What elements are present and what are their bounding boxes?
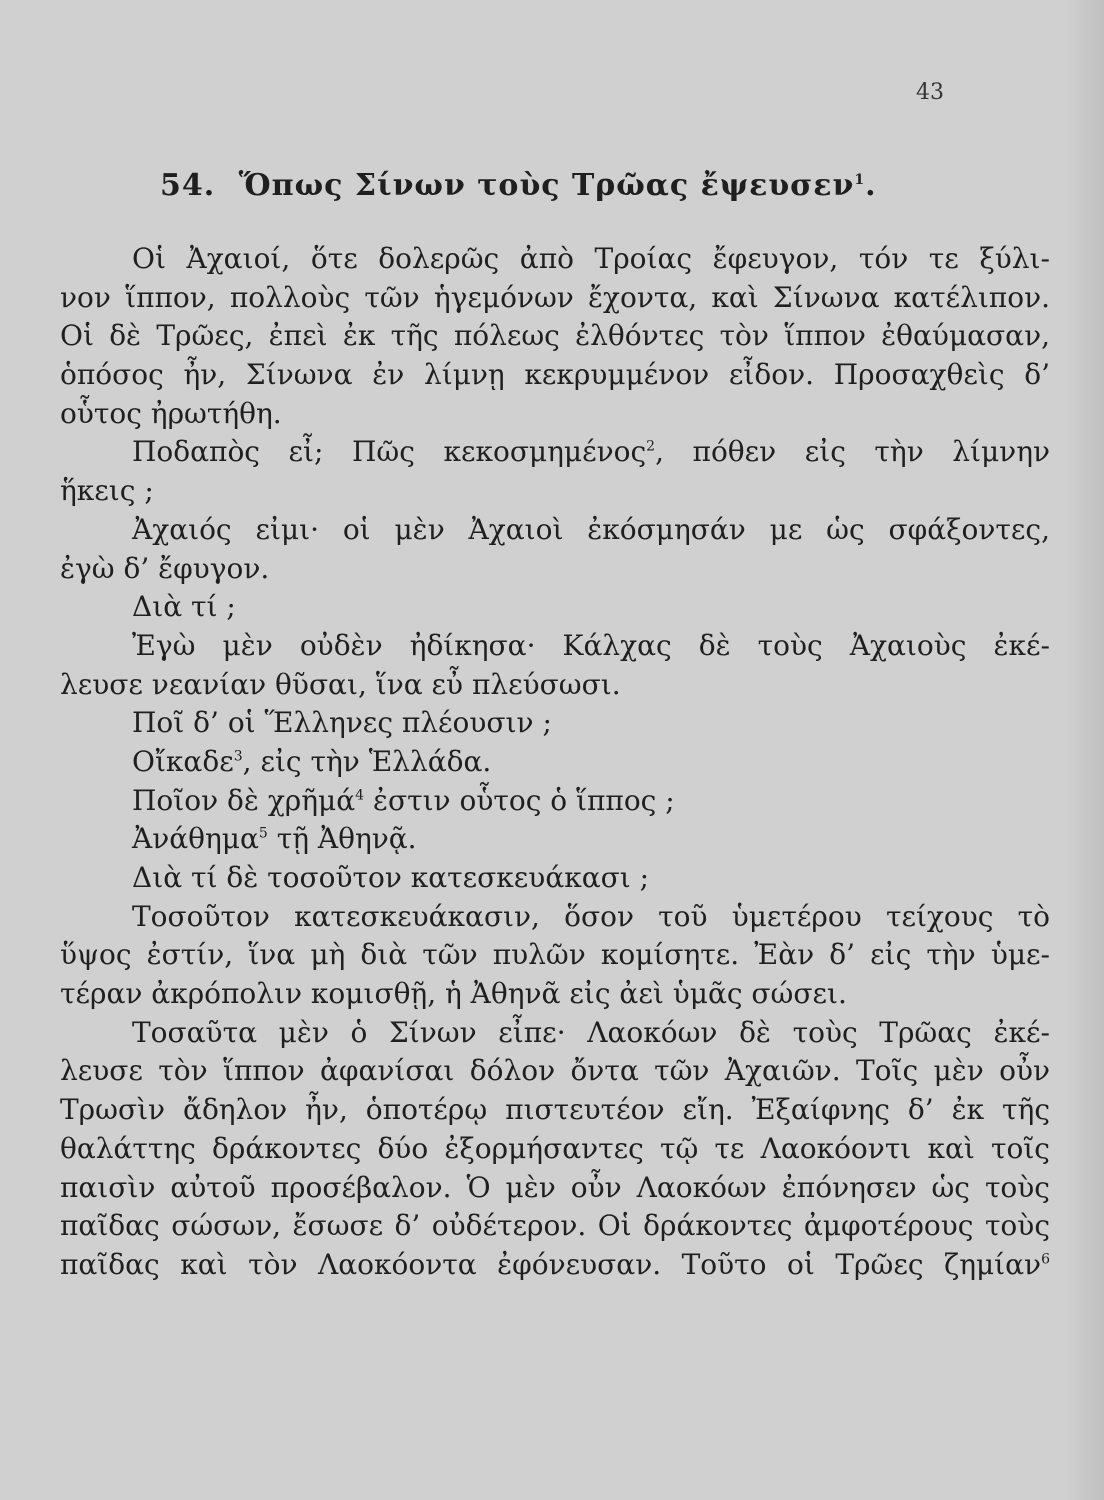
line-text: ὕψος ἐστίν, ἵνα μὴ διὰ τῶν πυλῶν κομίσητε. Ἐὰν δ’ εἰς τὴν ὑμε- bbox=[60, 938, 1050, 972]
line-text: Ποῖον δὲ χρῆμά bbox=[132, 783, 356, 817]
text-line bbox=[60, 433, 1050, 472]
text-line bbox=[60, 511, 1050, 550]
line-text: Τρωσὶν ἄδηλον ἦν, ὁποτέρῳ πιστευτέον εἴη. Ἐξαίφνης δ’ ἐκ τῆς bbox=[60, 1093, 1050, 1127]
line-text: ἐγὼ δ’ ἔφυγον. bbox=[60, 551, 270, 585]
line-text: λευσε τὸν ἵππον ἀφανίσαι δόλον ὄντα τῶν Ἀχαιῶν. Τοῖς μὲν οὖν bbox=[60, 1054, 1050, 1088]
line-text: Οἱ δὲ Τρῶες, ἐπεὶ ἐκ τῆς πόλεως ἐλθόντες τὸν ἵππον ἐθαύμασαν, bbox=[60, 319, 1050, 353]
section-number: 54. bbox=[160, 168, 216, 203]
line-text-continued: , πόθεν εἰς τὴν λίμνην bbox=[655, 435, 1050, 469]
text-line bbox=[60, 666, 1050, 705]
text-line bbox=[60, 627, 1050, 666]
line-text: Οἴκαδε bbox=[132, 744, 234, 778]
text-line bbox=[60, 936, 1050, 975]
text-line bbox=[60, 588, 1050, 627]
line-text: Ἀχαιός εἰμι· οἱ μὲν Ἀχαιοὶ ἐκόσμησάν με ὡς σφάξοντες, bbox=[132, 512, 1050, 546]
line-text: Διὰ τί ; bbox=[132, 590, 236, 624]
section-title: Ὅπως Σίνων τοὺς Τρῶας ἔψευσεν bbox=[238, 168, 855, 203]
footnote-marker: 1 bbox=[854, 172, 866, 188]
line-text: νον ἵππον, πολλοὺς τῶν ἡγεμόνων ἔχοντα, καὶ Σίνωνα κατέλιπον. bbox=[60, 280, 1050, 314]
line-text: τέραν ἀκρόπολιν κομισθῇ, ἡ Ἀθηνᾶ εἰς ἀεὶ ὑμᾶς σώσει. bbox=[60, 977, 847, 1011]
text-line bbox=[60, 1207, 1050, 1246]
text-line bbox=[60, 472, 1050, 511]
line-text: λευσε νεανίαν θῦσαι, ἵνα εὖ πλεύσωσι. bbox=[60, 667, 621, 701]
line-text: Οἱ Ἀχαιοί, ὅτε δολερῶς ἀπὸ Τροίας ἔφευγον, τόν τε ξύλι- bbox=[132, 242, 1050, 275]
line-text: παῖδας καὶ τὸν Λαοκόοντα ἐφόνευσαν. Τοῦτο οἱ Τρῶες ζημίαν bbox=[60, 1247, 1042, 1281]
page-edge-shadow bbox=[1064, 0, 1104, 1500]
footnote-marker: 6 bbox=[1041, 1251, 1050, 1268]
section-heading: 54. Ὅπως Σίνων τοὺς Τρῶας ἔψευσεν$^1$. bbox=[160, 168, 877, 203]
footnote-marker: 5 bbox=[258, 825, 268, 842]
line-text: Ποῖ δ’ οἱ Ἕλληνες πλέουσιν ; bbox=[132, 706, 552, 740]
line-text: παῖδας σώσων, ἔσωσε δ’ οὐδέτερον. Οἱ δράκοντες ἀμφοτέρους τοὺς bbox=[60, 1209, 1050, 1243]
text-line bbox=[60, 820, 1050, 859]
text-line bbox=[60, 356, 1050, 395]
text-line bbox=[60, 395, 1050, 434]
footnote-marker: 2 bbox=[646, 439, 656, 456]
text-line bbox=[60, 1014, 1050, 1053]
body-text bbox=[60, 240, 1050, 1285]
line-text: Ἀνάθημα bbox=[132, 822, 259, 856]
line-text: οὗτος ἠρωτήθη. bbox=[60, 396, 282, 430]
text-line bbox=[60, 317, 1050, 356]
line-text: παισὶν αὐτοῦ προσέβαλον. Ὁ μὲν οὖν Λαοκόων ἐπόνησεν ὡς τοὺς bbox=[60, 1170, 1050, 1204]
text-line bbox=[60, 1091, 1050, 1130]
text-line bbox=[60, 975, 1050, 1014]
footnote-marker: 4 bbox=[355, 787, 365, 804]
text-line bbox=[60, 704, 1050, 743]
footnote-marker: 3 bbox=[233, 748, 243, 765]
line-text: Τοσαῦτα μὲν ὁ Σίνων εἶπε· Λαοκόων δὲ τοὺς Τρῶας ἐκέ- bbox=[132, 1015, 1050, 1049]
text-line bbox=[60, 743, 1050, 782]
line-text: Ποδαπὸς εἶ; Πῶς κεκοσμημένος bbox=[132, 435, 647, 469]
text-line bbox=[60, 1052, 1050, 1091]
line-text: ὁπόσος ἦν, Σίνωνα ἐν λίμνῃ κεκρυμμένον εἶδον. Προσαχθεὶς δ’ bbox=[60, 358, 1050, 392]
line-text: Διὰ τί δὲ τοσοῦτον κατεσκευάκασι ; bbox=[132, 861, 650, 894]
text-line bbox=[60, 859, 1050, 898]
line-text-continued: , εἰς τὴν Ἑλλάδα. bbox=[242, 744, 492, 778]
line-text: Τοσοῦτον κατεσκευάκασιν, ὅσον τοῦ ὑμετέρου τείχους τὸ bbox=[132, 899, 1050, 933]
text-line bbox=[60, 279, 1050, 318]
line-text: Ἐγὼ μὲν οὐδὲν ἠδίκησα· Κάλχας δὲ τοὺς Ἀχαιοὺς ἐκέ- bbox=[132, 628, 1050, 662]
text-line bbox=[60, 240, 1050, 279]
line-text-continued: ἐστιν οὗτος ὁ ἵππος ; bbox=[364, 783, 675, 817]
page-number: 43 bbox=[916, 80, 944, 105]
line-text-continued: τῇ Ἀθηνᾷ. bbox=[267, 822, 417, 856]
text-line bbox=[60, 1246, 1050, 1285]
text-line bbox=[60, 1130, 1050, 1169]
text-line bbox=[60, 1169, 1050, 1208]
line-text: θαλάττης δράκοντες δύο ἐξορμήσαντες τῷ τε Λαοκόοντι καὶ τοῖς bbox=[60, 1131, 1050, 1165]
line-text: ἥκεις ; bbox=[60, 474, 154, 508]
text-line bbox=[60, 550, 1050, 589]
text-line bbox=[60, 898, 1050, 937]
text-line bbox=[60, 782, 1050, 821]
